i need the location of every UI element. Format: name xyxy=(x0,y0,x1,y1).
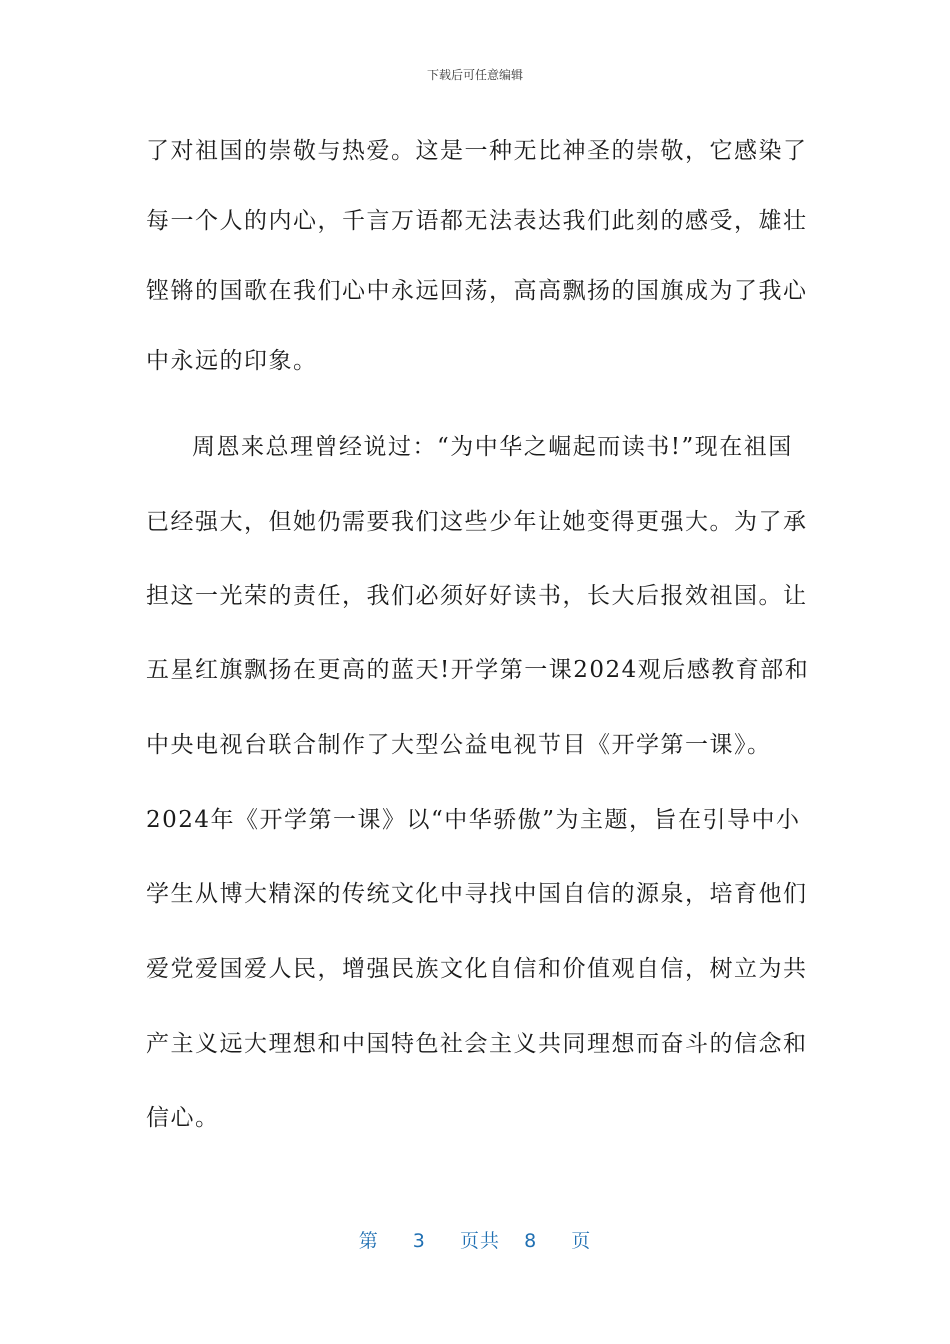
body-line: 中央电视台联合制作了大型公益电视节目《开学第一课》。 xyxy=(146,732,772,758)
body-line: 每一个人的内心，千言万语都无法表达我们此刻的感受，雄壮 xyxy=(146,208,808,234)
body-line: 学生从博大精深的传统文化中寻找中国自信的源泉，培育他们 xyxy=(146,881,808,907)
body-line: 中永远的印象。 xyxy=(146,348,318,374)
page-header: 下载后可任意编辑 xyxy=(426,68,523,82)
body-line: 铿锵的国歌在我们心中永远回荡，高高飘扬的国旗成为了我心 xyxy=(146,278,808,304)
body-line: 产主义远大理想和中国特色社会主义共同理想而奋斗的信念和 xyxy=(146,1031,808,1057)
body-line: 担这一光荣的责任，我们必须好好读书，长大后报效祖国。让 xyxy=(146,583,808,609)
body-line: 爱党爱国爱人民，增强民族文化自信和价值观自信，树立为共 xyxy=(146,956,808,982)
page-mid-label: 页共 xyxy=(459,1230,500,1252)
paragraph-first-line: 周恩来总理曾经说过：“为中华之崛起而读书!”现在祖国 xyxy=(192,434,793,460)
body-line: 五星红旗飘扬在更高的蓝天!开学第一课2024观后感教育部和 xyxy=(146,657,810,683)
page-prefix: 第 xyxy=(358,1230,379,1252)
body-line: 2024年《开学第一课》以“中华骄傲”为主题，旨在引导中小 xyxy=(146,807,801,833)
total-pages-number: 8 xyxy=(524,1230,538,1252)
body-line: 了对祖国的崇敬与热爱。这是一种无比神圣的崇敬，它感染了 xyxy=(146,138,808,164)
current-page-number: 3 xyxy=(412,1230,426,1252)
body-line: 已经强大，但她仍需要我们这些少年让她变得更强大。为了承 xyxy=(146,509,808,535)
page-number-footer xyxy=(0,1226,950,1253)
page-suffix: 页 xyxy=(571,1230,592,1252)
body-line: 信心。 xyxy=(146,1105,220,1131)
